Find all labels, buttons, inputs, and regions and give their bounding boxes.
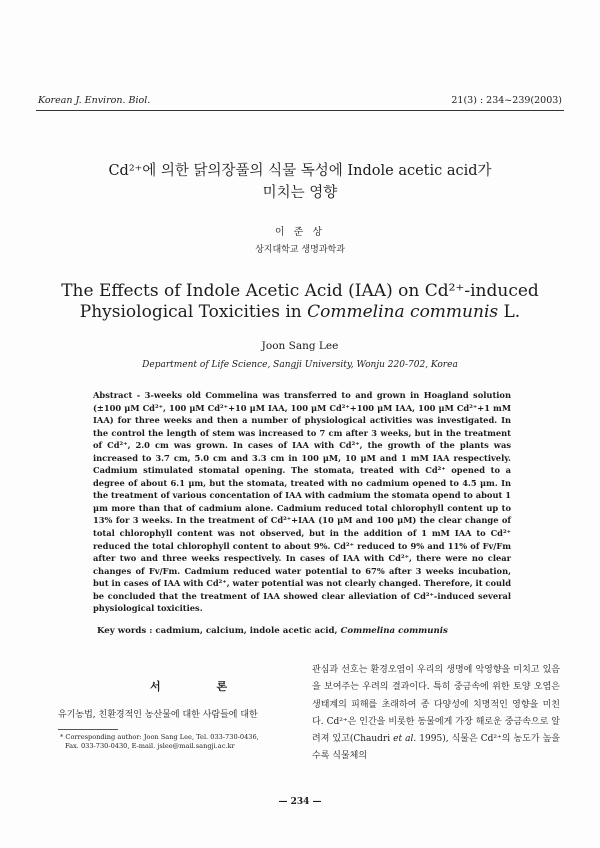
footnote-line1: * Corresponding author: Joon Sang Lee, Tel. 033-730-0436, xyxy=(60,733,259,741)
footnote xyxy=(60,733,320,751)
keywords-italic: Commelina communis xyxy=(340,626,448,636)
footnote-rule xyxy=(58,729,118,730)
page-number: — 234 — xyxy=(278,797,322,807)
section-heading-introduction: 서 론 xyxy=(150,680,254,693)
journal-name: Korean J. Environ. Biol. xyxy=(38,95,151,106)
korean-affiliation: 상지대학교 생명과학과 xyxy=(255,245,345,255)
korean-title xyxy=(60,160,540,204)
english-title-line2-prefix: Physiological Toxicities in xyxy=(79,302,308,322)
english-title-line2 xyxy=(40,302,560,323)
et-al: et al. xyxy=(393,734,417,745)
korean-author: 이 준 상 xyxy=(274,227,326,238)
intro-right-text-2: 1995), 식물은 Cd²⁺의 농도가 높을수록 식물체의 xyxy=(312,734,560,762)
footnote-line2: Fax. 033-730-0430, E-mail. jslee@mail.sangji.ac.kr xyxy=(65,742,235,750)
intro-right-text xyxy=(312,662,560,766)
english-author: Joon Sang Lee xyxy=(261,340,339,352)
volume-info: 21(3) : 234~239(2003) xyxy=(451,95,562,106)
header-rule xyxy=(36,110,564,111)
korean-title-line2: 미치는 영향 xyxy=(262,185,338,201)
korean-title-line1: Cd²⁺에 의한 닭의장풀의 식물 독성에 Indole acetic acid가 xyxy=(108,163,492,179)
keywords xyxy=(97,626,448,636)
intro-left-text: 유기농법, 친환경적인 농산물에 대한 사람들에 대한 xyxy=(58,710,258,720)
intro-right-text-1: 관심과 선호는 환경오염이 우리의 생명에 악영향을 미치고 있음을 보여주는 우려의 결과이다. 특히 중금속에 위한 토양 오염은 생태계의 피해를 초래하여 종 다양성에 치명적인 영향을 미친다. Cd²⁺은 인간을 비롯한 동물에게 가장 해로운 중금속으로 알려져 있고(Chaudri xyxy=(312,665,560,745)
english-title xyxy=(40,281,560,323)
english-title-line2-suffix: L. xyxy=(498,302,521,322)
species-name: Commelina communis xyxy=(307,302,499,322)
english-affiliation: Department of Life Science, Sangji University, Wonju 220-702, Korea xyxy=(142,360,458,370)
keywords-text: Key words : cadmium, calcium, indole acetic acid, xyxy=(97,626,341,636)
english-title-line1: The Effects of Indole Acetic Acid (IAA) on Cd²⁺-induced xyxy=(61,281,539,301)
abstract: Abstract - 3-weeks old Commelina was transferred to and grown in Hoagland solution (±100 μM Cd²⁺, 100 μM Cd²⁺+10 μM IAA, 100 μM Cd²⁺+100 μM IAA, 100 μM Cd²⁺+1 mM IAA) for three weeks and then a number of physiological activities was investigated. In the control the length of stem was increased to 7 cm after 3 weeks, but in the treatment of Cd²⁺, 2.0 cm was grown. In cases of IAA with Cd²⁺, the growth of the plants was increased to 3.7 cm, 5.0 cm and 3.3 cm in 100 μM, 10 μM and 1 mM IAA respectively. Cadmium stimulated stomatal opening. The stomata, treated with Cd²⁺ opened to a degree of about 6.1 μm, but the stomata, treated with no cadmium opened to 4.5 μm. In the treatment of various concentation of IAA with cadmium the stomata opend to about 1 μm more than that of cadmium alone. Cadmium reduced total chlorophyll content up to 13% for 3 weeks. In the treatment of Cd²⁺+IAA (10 μM and 100 μM) the clear change of total chlorophyll content was not observed, but in the addition of 1 mM IAA to Cd²⁺ reduced the total chlorophyll content to about 9%. Cd²⁺ reduced to 9% and 11% of Fv/Fm after two and three weeks respectively. In cases of IAA with Cd²⁺, there were no clear changes of Fv/Fm. Cadmium reduced water potential to 67% after 3 weeks incubation, but in cases of IAA with Cd²⁺, water potential was not clearly changed. Therefore, it could be concluded that the treatment of IAA showed clear alleviation of Cd²⁺-induced several physiological toxicities. xyxy=(93,390,511,614)
